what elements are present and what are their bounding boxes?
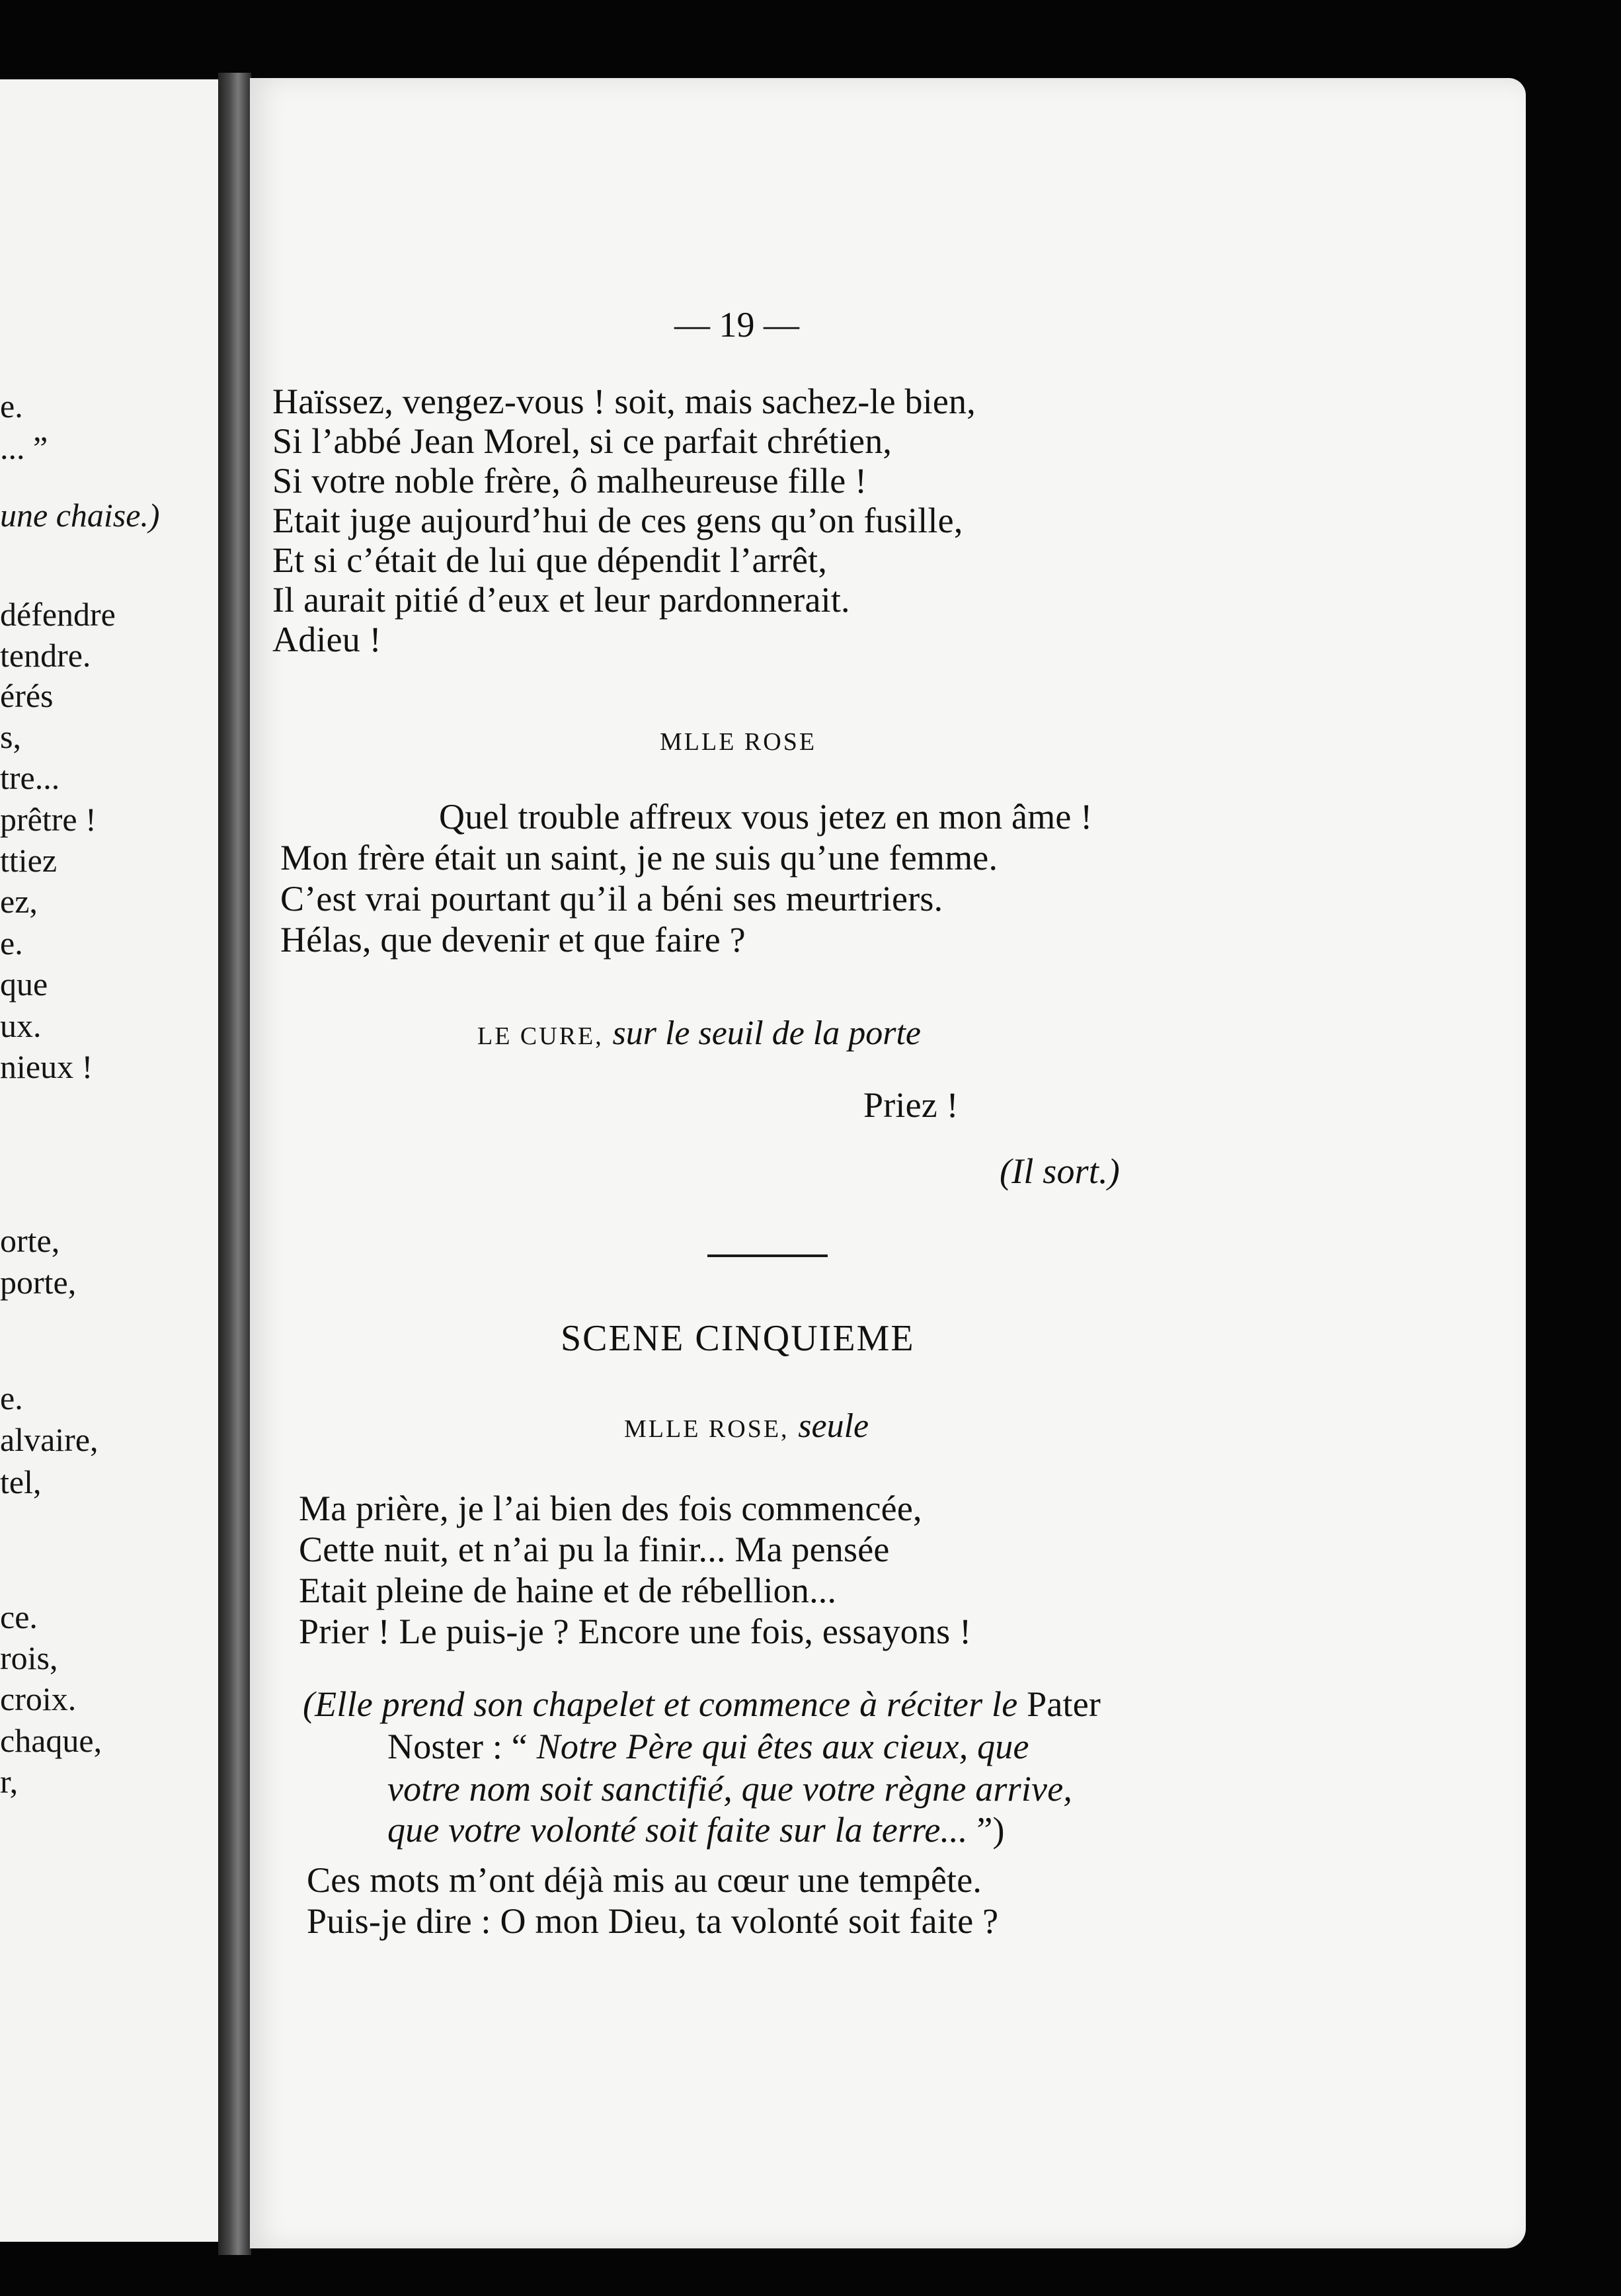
speaker-name: MLLE ROSE, bbox=[624, 1415, 789, 1443]
scene-heading: SCENE CINQUIEME bbox=[561, 1318, 915, 1359]
speaker-heading bbox=[477, 1012, 921, 1053]
left-fragment: défendre bbox=[0, 596, 116, 633]
stage-direction-exit: (Il sort.) bbox=[1000, 1151, 1120, 1191]
speaker-stage-direction: seule bbox=[798, 1407, 869, 1445]
left-fragment: chaque, bbox=[0, 1722, 102, 1759]
stage-direction-italic: Notre Père qui êtes aux cieux, que bbox=[536, 1727, 1029, 1766]
speaker-stage-direction: sur le seuil de la porte bbox=[612, 1014, 921, 1052]
verse-line: C’est vrai pourtant qu’il a béni ses meurtriers. bbox=[280, 879, 943, 919]
left-fragment: ... ” bbox=[0, 429, 48, 466]
stage-direction-italic: (Elle prend son chapelet et commence à réciter le bbox=[303, 1684, 1018, 1724]
verse-line: Si votre noble frère, ô malheureuse fille ! bbox=[272, 461, 867, 501]
speaker-name: LE CURE, bbox=[477, 1022, 604, 1050]
verse-line: Ma prière, je l’ai bien des fois commencée, bbox=[299, 1489, 922, 1528]
left-fragment: croix. bbox=[0, 1680, 77, 1717]
left-page-fragment bbox=[0, 79, 228, 2242]
stage-direction-roman: Noster : “ bbox=[387, 1727, 537, 1766]
verse-line: Mon frère était un saint, je ne suis qu’une femme. bbox=[280, 838, 998, 878]
left-fragment: e. bbox=[0, 388, 23, 425]
stage-direction-italic: que votre volonté soit faite sur la terre... bbox=[387, 1810, 968, 1850]
left-fragment: ttiez bbox=[0, 842, 58, 879]
stage-direction-roman: Pater bbox=[1017, 1684, 1101, 1724]
left-fragment: une chaise.) bbox=[0, 497, 160, 534]
verse-line: Si l’abbé Jean Morel, si ce parfait chrétien, bbox=[272, 421, 892, 461]
verse-line: Ces mots m’ont déjà mis au cœur une tempête. bbox=[307, 1860, 982, 1900]
verse-line: Il aurait pitié d’eux et leur pardonnerait. bbox=[272, 580, 850, 620]
stage-direction-line: votre nom soit sanctifié, que votre règne arrive, bbox=[387, 1769, 1073, 1809]
verse-line: Adieu ! bbox=[272, 620, 381, 659]
section-separator bbox=[707, 1254, 828, 1257]
verse-line: Hélas, que devenir et que faire ? bbox=[280, 920, 746, 960]
left-fragment: nieux ! bbox=[0, 1048, 93, 1085]
book-gutter bbox=[218, 73, 251, 2255]
left-fragment: ce. bbox=[0, 1598, 38, 1635]
left-fragment: tendre. bbox=[0, 637, 91, 674]
left-fragment: orte, bbox=[0, 1222, 60, 1259]
verse-line: Haïssez, vengez-vous ! soit, mais sachez-le bien, bbox=[272, 382, 976, 421]
verse-line: Etait pleine de haine et de rébellion... bbox=[299, 1571, 837, 1610]
left-fragment: rois, bbox=[0, 1639, 58, 1676]
left-fragment: alvaire, bbox=[0, 1421, 99, 1458]
left-fragment: s, bbox=[0, 718, 21, 755]
left-fragment: que bbox=[0, 965, 48, 1003]
left-fragment: r, bbox=[0, 1763, 19, 1800]
stage-direction-line bbox=[387, 1726, 1029, 1767]
left-fragment: tre... bbox=[0, 759, 60, 796]
verse-line: Puis-je dire : O mon Dieu, ta volonté soit faite ? bbox=[307, 1901, 999, 1941]
stage-direction-roman: ”) bbox=[967, 1810, 1005, 1850]
verse-line: Etait juge aujourd’hui de ces gens qu’on fusille, bbox=[272, 501, 963, 540]
speaker-heading bbox=[624, 1405, 869, 1446]
left-fragment: ux. bbox=[0, 1007, 42, 1044]
left-fragment: e. bbox=[0, 924, 23, 962]
left-fragment: ez, bbox=[0, 883, 38, 920]
left-fragment: prêtre ! bbox=[0, 801, 97, 838]
stage-direction-line bbox=[387, 1809, 1005, 1850]
left-fragment: porte, bbox=[0, 1264, 77, 1301]
speaker-name: MLLE ROSE bbox=[660, 728, 817, 756]
verse-line: Quel trouble affreux vous jetez en mon âme ! bbox=[439, 797, 1093, 837]
verse-line: Et si c’était de lui que dépendit l’arrêt, bbox=[272, 540, 828, 580]
left-fragment: érés bbox=[0, 677, 54, 714]
verse-line: Prier ! Le puis-je ? Encore une fois, essayons ! bbox=[299, 1612, 972, 1651]
left-fragment: e. bbox=[0, 1379, 23, 1416]
verse-line: Cette nuit, et n’ai pu la finir... Ma pensée bbox=[299, 1530, 890, 1569]
page-number: — 19 — bbox=[674, 305, 799, 345]
verse-line: Priez ! bbox=[863, 1085, 959, 1125]
stage-direction-line bbox=[303, 1684, 1101, 1725]
left-fragment: tel, bbox=[0, 1463, 42, 1500]
